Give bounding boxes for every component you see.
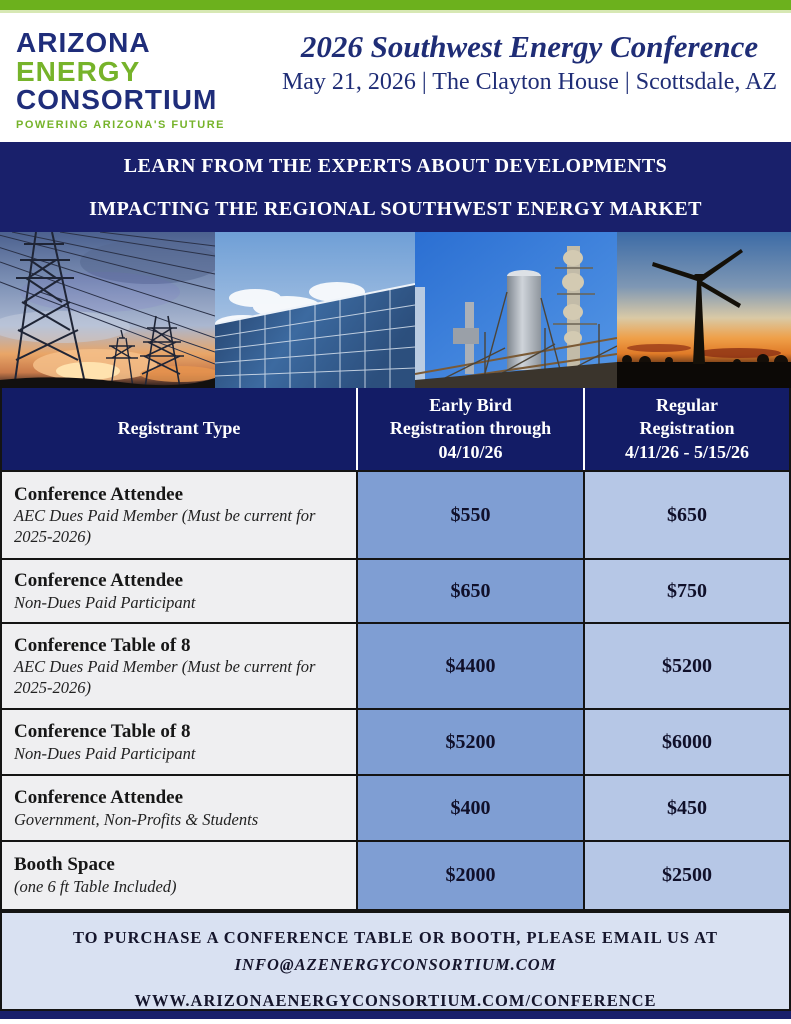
page-title: 2026 Southwest Energy Conference bbox=[300, 29, 759, 64]
registrant-title: Booth Space bbox=[14, 854, 115, 876]
regular-price: $5200 bbox=[662, 654, 712, 677]
registrant-subtitle: AEC Dues Paid Member (Must be current for 2025-2026) bbox=[14, 657, 316, 698]
early-bird-price: $650 bbox=[450, 579, 491, 602]
solar-panels-photo bbox=[215, 232, 415, 388]
banner-line-1: LEARN FROM THE EXPERTS ABOUT DEVELOPMENTS bbox=[123, 155, 668, 177]
registrant-subtitle: (one 6 ft Table Included) bbox=[14, 877, 177, 897]
registrant-title: Conference Table of 8 bbox=[14, 720, 191, 742]
registrant-type-cell bbox=[2, 472, 356, 558]
column-header-regular bbox=[583, 388, 789, 470]
table-row bbox=[2, 708, 789, 774]
registrant-type-cell bbox=[2, 624, 356, 708]
regular-price: $650 bbox=[667, 503, 707, 526]
wind-turbine-sunset-photo bbox=[617, 232, 791, 388]
registrant-title: Conference Attendee bbox=[14, 483, 184, 505]
pricing-table bbox=[0, 388, 791, 911]
contact-email-link[interactable]: INFO@AZENERGYCONSORTIUM.COM bbox=[234, 955, 557, 975]
regular-price: $2500 bbox=[662, 864, 712, 887]
registrant-type-cell bbox=[2, 710, 356, 774]
regular-line-1: Regular bbox=[656, 395, 718, 415]
table-row bbox=[2, 622, 789, 708]
table-row bbox=[2, 558, 789, 622]
registrant-subtitle: Government, Non-Profits & Students bbox=[14, 809, 259, 829]
registrant-subtitle: Non-Dues Paid Participant bbox=[14, 743, 196, 763]
logo-word-arizona: ARIZONA bbox=[16, 27, 151, 58]
aec-logo bbox=[16, 23, 274, 142]
registrant-title: Conference Attendee bbox=[14, 786, 184, 808]
regular-price: $6000 bbox=[662, 730, 712, 753]
regular-price: $450 bbox=[667, 796, 707, 819]
top-green-bar bbox=[0, 0, 791, 10]
logo-word-consortium: CONSORTIUM bbox=[16, 84, 218, 116]
column-header-early-bird bbox=[356, 388, 583, 470]
logo-word-energy: ENERGY bbox=[16, 55, 141, 87]
column-header-registrant-type: Registrant Type bbox=[117, 418, 241, 439]
registrant-type-cell bbox=[2, 560, 356, 622]
early-bird-line-2: Registration through bbox=[389, 418, 552, 439]
conference-url-link[interactable]: WWW.ARIZONAENERGYCONSORTIUM.COM/CONFERENCE bbox=[134, 991, 657, 1011]
early-bird-line-3: 04/10/26 bbox=[438, 441, 503, 462]
regular-line-2: Registration bbox=[639, 418, 735, 439]
early-bird-price: $4400 bbox=[445, 654, 496, 677]
headline-banner bbox=[0, 142, 791, 232]
bottom-navy-bar bbox=[0, 1011, 791, 1019]
banner-line-2: IMPACTING THE REGIONAL SOUTHWEST ENERGY MARKET bbox=[89, 198, 702, 220]
regular-line-3: 4/11/26 - 5/15/26 bbox=[624, 441, 749, 462]
early-bird-line-1: Early Bird bbox=[429, 395, 512, 415]
table-row bbox=[2, 840, 789, 909]
early-bird-price: $400 bbox=[450, 796, 491, 819]
registrant-type-cell bbox=[2, 842, 356, 909]
event-date-location: May 21, 2026 | The Clayton House | Scottsdale, AZ bbox=[281, 68, 778, 95]
logo-tagline: POWERING ARIZONA'S FUTURE bbox=[16, 118, 225, 131]
footer bbox=[0, 911, 791, 1011]
early-bird-price: $2000 bbox=[445, 864, 496, 887]
registrant-title: Conference Attendee bbox=[14, 569, 184, 591]
registrant-type-cell bbox=[2, 776, 356, 840]
table-row bbox=[2, 774, 789, 840]
footer-cta-text: TO PURCHASE A CONFERENCE TABLE OR BOOTH, PLEASE EMAIL US AT bbox=[72, 928, 719, 948]
registrant-subtitle: Non-Dues Paid Participant bbox=[14, 592, 196, 612]
registrant-title: Conference Table of 8 bbox=[14, 634, 191, 656]
regular-price: $750 bbox=[667, 579, 707, 602]
registrant-subtitle: AEC Dues Paid Member (Must be current for 2025-2026) bbox=[14, 506, 316, 547]
title-block bbox=[274, 23, 785, 142]
power-lines-sunset-photo bbox=[0, 232, 215, 388]
table-row bbox=[2, 470, 789, 558]
pricing-table-header bbox=[2, 388, 789, 470]
early-bird-price: $5200 bbox=[445, 730, 496, 753]
header bbox=[0, 13, 791, 142]
photo-strip bbox=[0, 232, 791, 388]
refinery-towers-photo bbox=[415, 232, 617, 388]
early-bird-price: $550 bbox=[450, 503, 491, 526]
